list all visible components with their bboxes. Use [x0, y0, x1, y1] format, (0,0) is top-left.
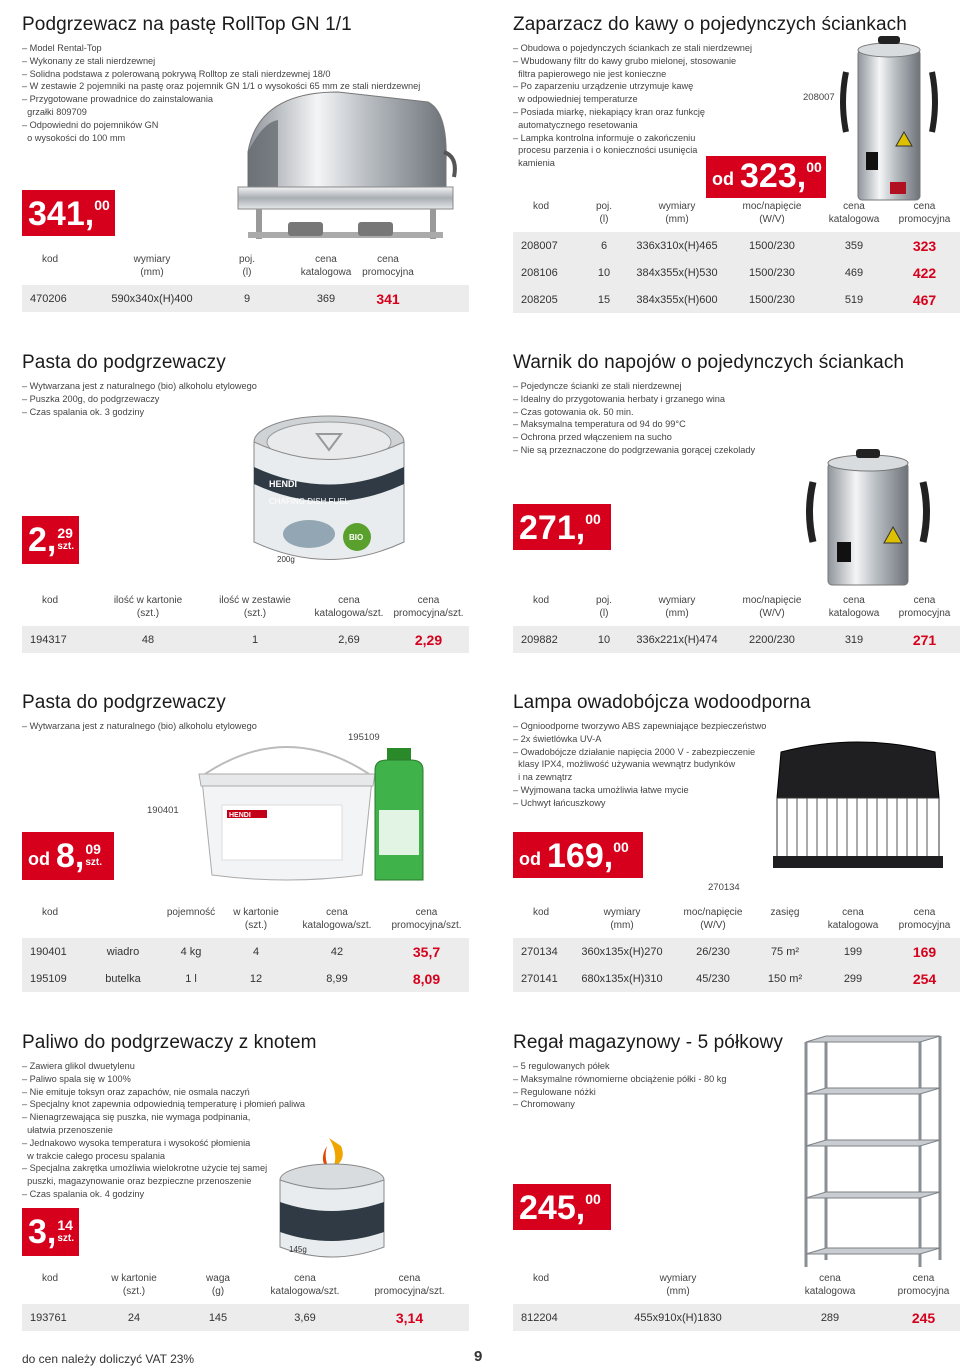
- column-header: w kartonie (szt.): [111, 1273, 157, 1297]
- table-cell: 1500/230: [749, 239, 795, 252]
- price-unit: szt.: [57, 541, 75, 552]
- column-header: kod: [42, 907, 59, 918]
- table-row: [513, 232, 960, 259]
- table-cell: 519: [844, 293, 864, 306]
- can-label: CHAFING DISH FUEL: [269, 497, 350, 506]
- section-storage-rack: [513, 1032, 960, 1326]
- table-cell: 6: [600, 239, 608, 252]
- section-fuel-paste: [22, 352, 469, 648]
- feature-item: – Ochrona przed włączeniem na sucho: [513, 432, 672, 443]
- product-table: [513, 906, 960, 992]
- section-title: Zaparzacz do kawy o pojedynczych ściankach: [513, 14, 907, 35]
- column-header: cena promocyjna/szt.: [391, 907, 462, 931]
- table-row: [513, 259, 960, 286]
- column-header: kod: [42, 595, 59, 606]
- table-cell: 209882: [521, 633, 558, 646]
- table-row: [22, 285, 469, 312]
- product-table: [22, 906, 469, 992]
- price-decimals: 14: [57, 1217, 73, 1233]
- column-header: cena promocyjna: [897, 1273, 950, 1297]
- product-code-label: 190401: [147, 805, 179, 816]
- feature-item: w trakcie całego procesu spalania: [22, 1150, 165, 1161]
- table-cell: 270134: [521, 945, 558, 958]
- column-header: kod: [533, 907, 550, 918]
- feature-item: – Zawiera glikol dwuetylenu: [22, 1061, 135, 1071]
- promo-price-cell: 341: [376, 290, 400, 307]
- column-header: poj. (l): [595, 201, 613, 225]
- table-row: [22, 965, 469, 992]
- column-header: kod: [42, 254, 59, 265]
- promo-price-cell: 254: [912, 970, 937, 987]
- page-number: 9: [474, 1348, 483, 1365]
- price-badge: [513, 504, 611, 550]
- price-main: 8,: [56, 837, 85, 875]
- table-row: [513, 965, 960, 992]
- column-header: w kartonie (szt.): [233, 907, 279, 931]
- price-badge: [513, 832, 643, 878]
- table-cell: 12: [249, 972, 263, 985]
- column-header: cena katalogowa/szt.: [314, 595, 384, 619]
- feature-item: – Czas spalania ok. 4 godziny: [22, 1188, 145, 1199]
- table-cell: butelka: [105, 972, 141, 985]
- table-cell: 336x310x(H)465: [636, 239, 718, 252]
- table-cell: 145: [208, 1311, 228, 1324]
- feature-item: i na zewnątrz: [513, 772, 573, 783]
- promo-price-cell: 422: [912, 264, 937, 281]
- promo-price-cell: 271: [912, 631, 937, 648]
- column-header: ilość w kartonie (szt.): [113, 595, 183, 619]
- table-row: [513, 286, 960, 313]
- table-row: [513, 1304, 960, 1331]
- feature-item: grzałki 809709: [22, 106, 87, 117]
- table-cell: 2,69: [338, 633, 360, 646]
- table-header: [513, 906, 960, 938]
- product-code-label: 208007: [803, 92, 835, 103]
- price-badge: [513, 1184, 611, 1230]
- table-cell: 469: [844, 266, 864, 279]
- table-cell: 812204: [521, 1311, 558, 1324]
- price-main: 323,: [740, 157, 807, 195]
- can-weight: 200g: [277, 555, 295, 564]
- table-cell: 208106: [521, 266, 558, 279]
- vat-footnote: do cen należy doliczyć VAT 23%: [22, 1352, 195, 1366]
- column-header: cena promocyjna: [898, 907, 951, 931]
- table-cell: 26/230: [696, 945, 730, 958]
- column-header: cena promocyjna: [898, 595, 951, 619]
- column-header: cena katalogowa/szt.: [270, 1273, 340, 1297]
- feature-item: – Wyjmowana tacka umożliwia łatwe mycie: [513, 784, 689, 795]
- column-header: cena promocyjna/szt.: [374, 1273, 445, 1297]
- feature-item: automatycznego resetowania: [513, 119, 638, 130]
- price-main: 271,: [519, 509, 586, 547]
- price-main: 245,: [519, 1189, 586, 1227]
- table-cell: 15: [597, 293, 611, 306]
- feature-item: – Regulowane nóżki: [513, 1086, 596, 1097]
- promo-price-cell: 2,29: [414, 631, 443, 648]
- column-header: cena katalogowa: [828, 595, 880, 619]
- fuel-bucket-bottle-image: [197, 730, 447, 890]
- feature-item: – Posiada miarkę, niekapiący kran oraz funkcję: [513, 106, 706, 117]
- table-cell: 24: [127, 1311, 141, 1324]
- feature-item: – Wbudowany filtr do kawy grubo mielonej, stosowanie: [513, 55, 737, 66]
- section-drink-boiler: [513, 352, 960, 648]
- promo-price-cell: 35,7: [412, 943, 441, 960]
- price-decimals: 00: [806, 159, 822, 175]
- table-cell: 455x910x(H)1830: [634, 1311, 722, 1324]
- table-row: [22, 938, 469, 965]
- column-header: pojemność: [166, 907, 216, 918]
- price-unit: szt.: [57, 1233, 75, 1244]
- feature-item: – 5 regulowanych półek: [513, 1061, 610, 1071]
- feature-item: – Specjalna zakrętka umożliwia wielokrotne użycie tej samej: [22, 1163, 268, 1174]
- price-main: 3,: [28, 1213, 57, 1251]
- table-cell: 1500/230: [749, 266, 795, 279]
- can-brand: HENDI: [269, 479, 298, 489]
- column-header: cena promocyjna: [898, 201, 951, 225]
- feature-item: – Wytwarzana jest z naturalnego (bio) alkoholu etylowego: [22, 381, 257, 391]
- price-badge: [22, 516, 79, 564]
- table-cell: 359: [844, 239, 864, 252]
- column-header: moc/napięcie (W/V): [742, 595, 802, 619]
- product-table: [513, 1272, 960, 1331]
- price-main: 341,: [28, 195, 95, 233]
- table-cell: 10: [597, 633, 611, 646]
- price-decimals: 29: [57, 525, 73, 541]
- table-cell: 4: [252, 945, 260, 958]
- column-header: cena katalogowa: [804, 1273, 856, 1297]
- table-cell: 1 l: [185, 972, 197, 985]
- feature-item: – Obudowa o pojedynczych ściankach ze stali nierdzewnej: [513, 43, 753, 53]
- feature-item: – Owadobójcze działanie napięcia 2000 V - zabezpieczenie: [513, 746, 756, 757]
- can-bio-seal: BIO: [349, 533, 364, 542]
- feature-list: [513, 380, 960, 457]
- product-table: [22, 594, 469, 653]
- promo-price-cell: 169: [912, 943, 937, 960]
- wick-fuel-can-image: [267, 1132, 402, 1267]
- column-header: kod: [42, 1273, 59, 1284]
- feature-item: procesu parzenia i o konieczności usunięcia: [513, 145, 698, 156]
- table-row: [22, 1304, 469, 1331]
- table-cell: 194317: [30, 633, 67, 646]
- price-unit: szt.: [85, 857, 103, 868]
- table-cell: 3,69: [294, 1311, 316, 1324]
- insect-killer-image: [763, 740, 953, 885]
- price-badge: [22, 1208, 79, 1256]
- column-header: cena promocyjna/szt.: [393, 595, 464, 619]
- feature-item: – Paliwo spala się w 100%: [22, 1073, 131, 1084]
- table-cell: 270141: [521, 972, 558, 985]
- column-header: [86, 906, 160, 932]
- column-header: zasięg: [770, 907, 800, 918]
- can-weight: 145g: [289, 1245, 307, 1254]
- feature-item: kamienia: [513, 158, 555, 169]
- table-cell: 2200/230: [749, 633, 795, 646]
- price-decimals: 00: [585, 1191, 601, 1207]
- table-cell: 4 kg: [180, 945, 202, 958]
- feature-item: – 2x świetlówka UV-A: [513, 733, 602, 744]
- product-table: [513, 594, 960, 653]
- product-table: [513, 200, 960, 313]
- feature-item: – Nie emituje toksyn oraz zapachów, nie osmala naczyń: [22, 1086, 250, 1097]
- table-cell: 75 m²: [770, 945, 800, 958]
- feature-item: filtra papierowego nie jest konieczne: [513, 68, 667, 79]
- column-header: ilość w zestawie (szt.): [219, 595, 291, 619]
- table-header: [22, 1272, 469, 1304]
- table-cell: 336x221x(H)474: [636, 633, 718, 646]
- product-table: [22, 1272, 469, 1331]
- table-cell: 299: [843, 972, 863, 985]
- table-cell: 384x355x(H)530: [636, 266, 718, 279]
- feature-item: – Chromowany: [513, 1099, 575, 1110]
- column-header: poj. (l): [238, 254, 256, 278]
- feature-item: – Maksymalna temperatura od 94 do 99°C: [513, 419, 686, 430]
- drink-boiler-image: [803, 447, 933, 592]
- column-header: cena katalogowa: [300, 254, 352, 278]
- table-header: [22, 594, 469, 626]
- price-decimals: 00: [94, 197, 110, 213]
- table-cell: 208007: [521, 239, 558, 252]
- promo-price-cell: 3,14: [395, 1309, 424, 1326]
- section-title: Warnik do napojów o pojedynczych ściankach: [513, 352, 905, 373]
- feature-item: w odpowiedniej temperaturze: [513, 94, 638, 105]
- price-badge: [22, 832, 114, 880]
- column-header: wymiary (mm): [658, 201, 696, 225]
- feature-item: – Odpowiedni do pojemników GN: [22, 119, 159, 130]
- table-cell: 45/230: [696, 972, 730, 985]
- table-cell: 42: [330, 945, 344, 958]
- feature-item: – Model Rental-Top: [22, 43, 102, 53]
- column-header: wymiary (mm): [658, 595, 696, 619]
- feature-item: puszki, magazynowanie oraz bezpieczne przenoszenie: [22, 1176, 252, 1187]
- price-badge: [706, 156, 826, 198]
- table-cell: 8,99: [326, 972, 348, 985]
- table-header: [22, 906, 469, 938]
- feature-item: klasy IPX4, możliwość używania wewnątrz budynków: [513, 759, 736, 770]
- price-main: 169,: [547, 837, 614, 875]
- section-insect-killer: [513, 692, 960, 987]
- table-row: [513, 938, 960, 965]
- column-header: wymiary (mm): [603, 907, 641, 931]
- price-prefix: od: [519, 849, 541, 869]
- price-prefix: od: [28, 849, 50, 869]
- section-title: Podgrzewacz na pastę RollTop GN 1/1: [22, 14, 352, 35]
- feature-item: – Nienagrzewająca się puszka, nie wymaga podpinania,: [22, 1112, 251, 1123]
- feature-item: – Maksymalne równomierne obciążenie półki - 80 kg: [513, 1073, 727, 1084]
- column-header: waga (g): [206, 1273, 230, 1297]
- product-code-label: 270134: [708, 882, 740, 893]
- table-cell: 193761: [30, 1311, 67, 1324]
- section-fuel-paste-bulk: [22, 692, 469, 987]
- rolltop-chafer-image: [208, 82, 458, 262]
- column-header: wymiary (mm): [133, 254, 171, 278]
- section-title: Pasta do podgrzewaczy: [22, 692, 226, 713]
- column-header: poj. (l): [595, 595, 613, 619]
- table-cell: 680x135x(H)310: [581, 972, 663, 985]
- column-header: cena katalogowa: [827, 907, 879, 931]
- feature-item: – Wytwarzana jest z naturalnego (bio) alkoholu etylowego: [22, 721, 257, 731]
- table-cell: 10: [597, 266, 611, 279]
- section-title: Paliwo do podgrzewaczy z knotem: [22, 1032, 317, 1053]
- feature-item: – Czas gotowania ok. 50 min.: [513, 406, 634, 417]
- table-cell: 150 m²: [767, 972, 803, 985]
- column-header: cena katalogowa/szt.: [302, 907, 372, 931]
- table-cell: 199: [843, 945, 863, 958]
- feature-item: – Po zaparzeniu urządzenie utrzymuje kawę: [513, 81, 694, 92]
- column-header: kod: [533, 1273, 550, 1284]
- price-badge: [22, 190, 115, 236]
- table-cell: wiadro: [106, 945, 140, 958]
- table-cell: 384x355x(H)600: [636, 293, 718, 306]
- product-table: [22, 253, 469, 312]
- feature-item: – Ognioodporne tworzywo ABS zapewniające bezpieczeństwo: [513, 721, 767, 731]
- section-title: Lampa owadobójcza wodoodporna: [513, 692, 811, 713]
- feature-item: – Idealny do przygotowania herbaty i grzanego wina: [513, 393, 725, 404]
- storage-rack-image: [778, 1032, 948, 1272]
- price-decimals: 09: [85, 841, 101, 857]
- table-cell: 360x135x(H)270: [581, 945, 663, 958]
- feature-item: – Puszka 200g, do podgrzewaczy: [22, 393, 160, 404]
- section-wick-fuel: [22, 1032, 469, 1326]
- column-header: cena promocyjna: [362, 254, 414, 278]
- price-main: 2,: [28, 521, 57, 559]
- feature-item: o wysokości do 100 mm: [22, 132, 126, 143]
- section-coffee-percolator: [513, 14, 960, 308]
- table-cell: 470206: [30, 292, 67, 305]
- fuel-can-image: [247, 412, 412, 577]
- table-cell: 1: [251, 633, 259, 646]
- promo-price-cell: 467: [912, 291, 937, 308]
- column-header: kod: [533, 201, 550, 212]
- promo-price-cell: 245: [911, 1309, 936, 1326]
- column-header: cena katalogowa: [828, 201, 880, 225]
- section-title: Pasta do podgrzewaczy: [22, 352, 226, 373]
- table-cell: 369: [316, 292, 336, 305]
- bucket-brand: HENDI: [229, 812, 251, 819]
- coffee-percolator-image: [838, 32, 938, 212]
- price-decimals: 00: [613, 839, 629, 855]
- feature-item: – Pojedyncze ścianki ze stali nierdzewnej: [513, 381, 682, 391]
- table-cell: 208205: [521, 293, 558, 306]
- table-header: [513, 594, 960, 626]
- table-header: [513, 200, 960, 232]
- table-header: [513, 1272, 960, 1304]
- column-header: moc/napięcie (W/V): [683, 907, 743, 931]
- table-cell: 48: [141, 633, 155, 646]
- feature-item: – Przygotowane prowadnice do zainstalowania: [22, 94, 214, 105]
- section-rolltop-chafer: [22, 14, 469, 307]
- price-decimals: 00: [585, 511, 601, 527]
- column-header: wymiary (mm): [659, 1273, 697, 1297]
- column-header: moc/napięcie (W/V): [742, 201, 802, 225]
- table-cell: 289: [820, 1311, 840, 1324]
- feature-item: – Jednakowo wysoka temperatura i wysokość płomienia: [22, 1137, 251, 1148]
- feature-item: – Wykonany ze stali nierdzewnej: [22, 55, 156, 66]
- promo-price-cell: 8,09: [412, 970, 441, 987]
- table-row: [513, 626, 960, 653]
- feature-item: – Uchwyt łańcuszkowy: [513, 797, 606, 808]
- table-row: [22, 626, 469, 653]
- table-cell: 590x340x(H)400: [111, 292, 193, 305]
- section-title: Regał magazynowy - 5 półkowy: [513, 1032, 783, 1053]
- column-header: kod: [533, 595, 550, 606]
- table-header: [22, 253, 469, 285]
- product-code-label: 195109: [348, 732, 380, 743]
- table-cell: 9: [243, 292, 251, 305]
- feature-item: ułatwia przenoszenie: [22, 1124, 113, 1135]
- feature-item: – W zestawie 2 pojemniki na pastę oraz pojemnik GN 1/1 o wysokości 65 mm ze stali nierdzewnej: [22, 81, 421, 92]
- table-cell: 319: [844, 633, 864, 646]
- promo-price-cell: 323: [912, 237, 937, 254]
- feature-item: – Solidna podstawa z polerowaną pokrywą Rolltop ze stali nierdzewnej 18/0: [22, 68, 331, 79]
- feature-item: – Specjalny knot zapewnia odpowiednią temperaturę i płomień paliwa: [22, 1099, 305, 1110]
- feature-item: – Czas spalania ok. 3 godziny: [22, 406, 145, 417]
- price-prefix: od: [712, 169, 734, 189]
- table-cell: 190401: [30, 945, 67, 958]
- table-cell: 1500/230: [749, 293, 795, 306]
- feature-item: – Lampka kontrolna informuje o zakończeniu: [513, 132, 696, 143]
- table-cell: 195109: [30, 972, 67, 985]
- feature-item: – Nie są przeznaczone do podgrzewania gorącej czekolady: [513, 444, 756, 455]
